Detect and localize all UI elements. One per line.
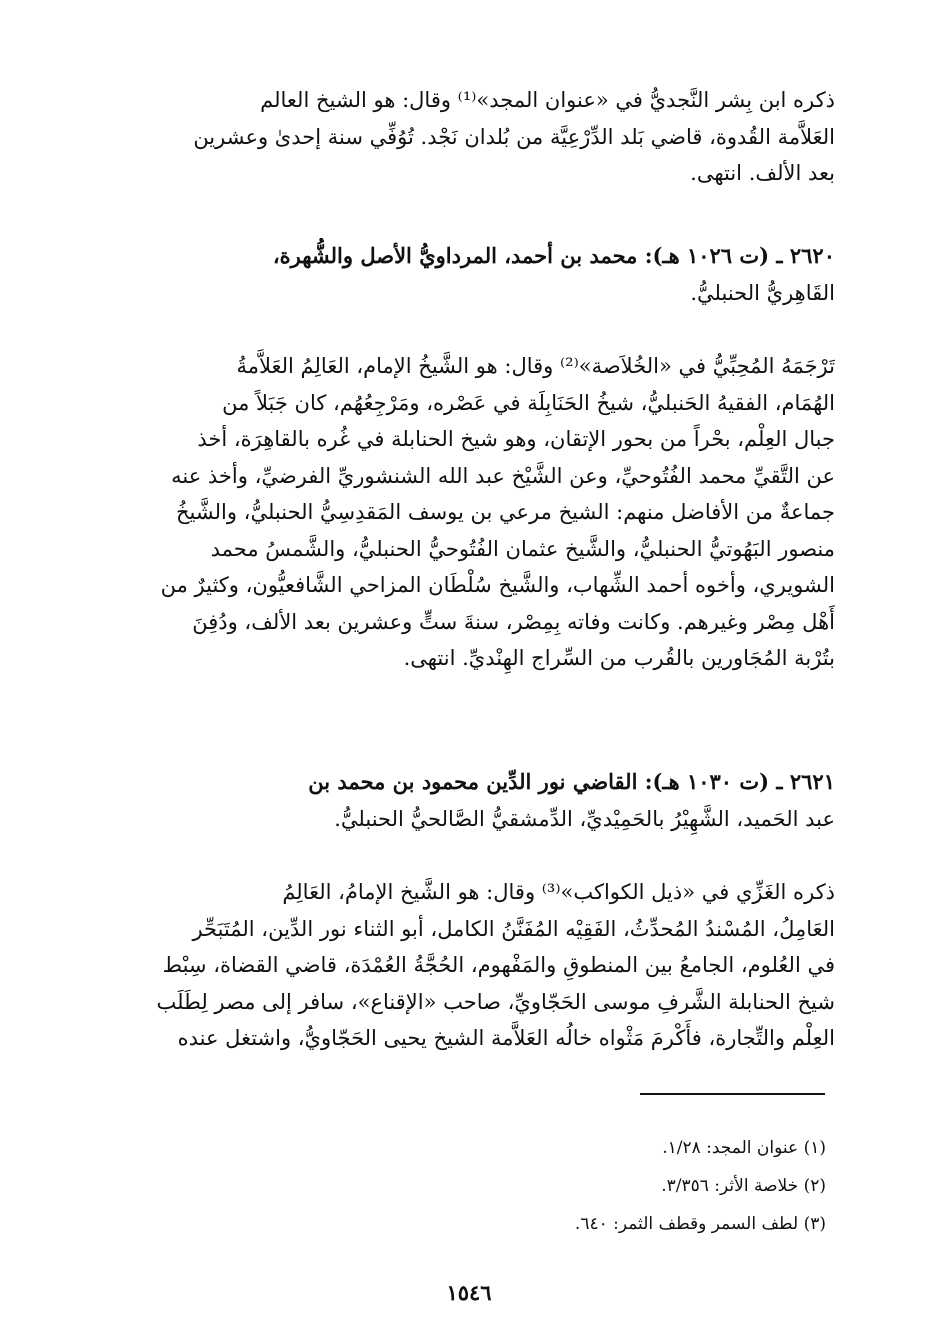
footnote-1: (١) عنوان المجد: ١/٢٨. xyxy=(662,1138,826,1158)
entry-2621-heading xyxy=(75,764,835,837)
paragraph-3 xyxy=(75,348,835,677)
text-line: جماعةٌ من الأفاضل منهم: الشيخ مرعي بن يوسف المَقدِسِيُّ الحنبليُّ، والشَّيخُ xyxy=(176,500,835,524)
text-line: في العُلوم، الجامعُ بين المنطوقِ والمَفْهوم، الحُجَّةُ العُمْدَة، قاضي القضاة، سِبْط xyxy=(162,953,835,977)
page-number: ١٥٤٦ xyxy=(446,1280,492,1305)
text-line: عن التَّقيِّ محمد الفُتُوحيِّ، وعن الشَّيْخ عبد الله الشنشوريِّ الفرضيِّ، وأخذ عنه xyxy=(171,463,835,488)
text-line: عبد الحَميد، الشَّهِيْرُ بالحَمِيْديِّ، الدِّمشقيُّ الصَّالحيُّ الحنبليُّ. xyxy=(334,806,835,831)
text-line: أَهْل مِصْر وغيرهم. وكانت وفاته بِمِصْر، سنةَ ستٍّ وعشرين بعد الألف، ودُفِنَ xyxy=(192,609,835,634)
footnote-2: (٢) خلاصة الأثر: ٣/٣٥٦. xyxy=(661,1176,826,1196)
footnote-3: (٣) لطف السمر وقطف الثمر: ٦٤٠. xyxy=(574,1214,826,1234)
text-line: العَامِلُ، المُسْندُ المُحدِّثُ، الفَقِيْه المُفَنَّنُ الكامل، أبو الثناء نور الدِّين، المُتَبَحِّر xyxy=(192,916,835,941)
text-line: ٢٦٢١ ـ (ت ١٠٣٠ هـ): القاضي نور الدِّين محمود بن محمد بن xyxy=(308,769,835,794)
text-line: جبال العِلْم، بحْراً من بحور الإتقان، وهو شيخ الحنابلة في غُره بالقاهِرَة، أخذ xyxy=(197,427,835,451)
text-line: الهُمَام، الفقيهُ الحَنبليُّ، شيخُ الحَنَابِلَة في عَصْره، ومَرْجِعُهُم، كان جَبَلاً من xyxy=(222,390,835,415)
text-line: القَاهِريُّ الحنبليُّ. xyxy=(690,280,835,305)
text-line: ٢٦٢٠ ـ (ت ١٠٢٦ هـ): محمد بن أحمد، المرداويُّ الأصل والشُّهرة، xyxy=(272,243,835,268)
entry-2620-heading xyxy=(75,238,835,311)
text-line: تَرْجَمَهُ المُحِبِّيُّ في «الخُلاَصة»⁽²⁾ وقال: هو الشَّيخُ الإمام، العَالِمُ العَلاَّمةُ xyxy=(236,354,835,378)
text-line: ذكره ابن بِشر النَّجديُّ في «عنوان المجد»⁽¹⁾ وقال: هو الشيخ العالم xyxy=(260,88,835,112)
text-line: منصور البَهُوتيُّ الحنبليُّ، والشَّيخ عثمان الفُتُوحيُّ الحنبليُّ، والشَّمسُ محمد xyxy=(210,536,835,561)
text-line: بعد الألف. انتهى. xyxy=(690,161,835,185)
text-line: شيخ الحنابلة الشَّرفِ موسى الحَجّاويِّ، صاحب «الإقناع»، سافر إلى مصر لِطَلَب xyxy=(156,989,835,1014)
text-line: ذكره الغَزِّي في «ذيل الكواكب»⁽³⁾ وقال: هو الشَّيخ الإمامُ، العَالِمُ xyxy=(282,880,835,904)
footnote-separator xyxy=(640,1093,825,1095)
text-line: العِلْم والتِّجارة، فأَكْرمَ مَثْواه خالُه العَلاَّمة الشيخ يحيى الحَجّاويُّ، واشتغل عنده xyxy=(177,1026,835,1050)
text-line: العَلاَّمة القُدوة، قاضي بَلد الدِّرْعِيَّة من بُلدان نَجْد. تُوُفِّي سنة إحدىٰ وعشرين xyxy=(193,124,835,149)
text-line: الشويري، وأخوه أحمد الشِّهاب، والشَّيخ سُلْطَان المزاحي الشَّافعيُّون، وكثيرٌ من xyxy=(160,573,835,597)
paragraph-1 xyxy=(75,82,835,192)
paragraph-5 xyxy=(75,874,835,1057)
text-line: بتُرْبة المُجَاورين بالقُرب من السِّراج الهِنْديِّ. انتهى. xyxy=(403,646,835,670)
